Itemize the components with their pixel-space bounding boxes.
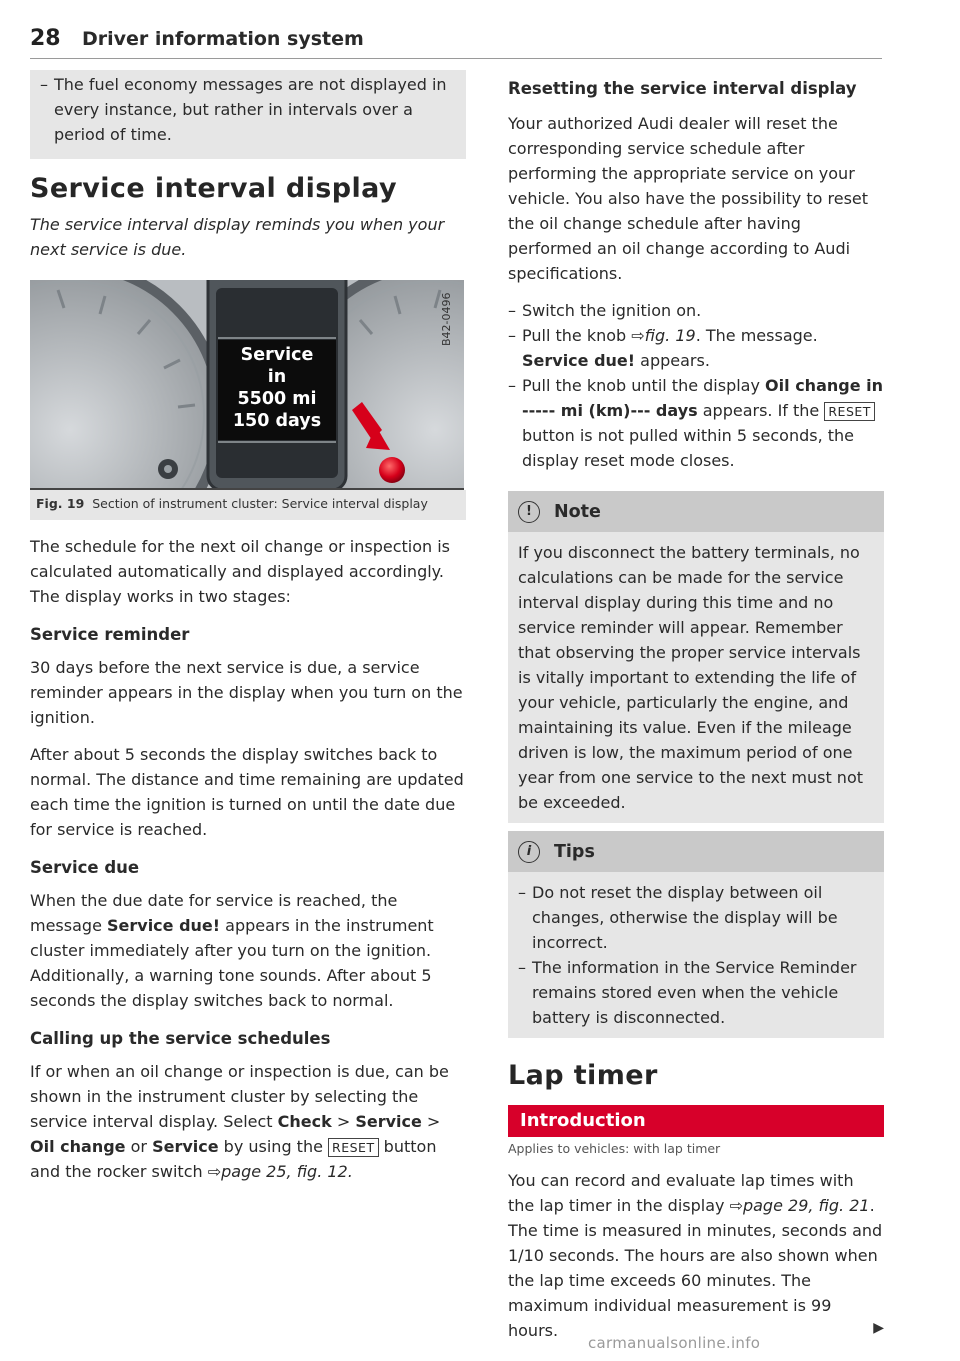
note-title: Note [554, 501, 601, 522]
cluster-display-text [218, 344, 336, 432]
resetting-heading: Resetting the service interval display [508, 79, 857, 98]
note-body [508, 532, 884, 823]
introduction-bar: Introduction [508, 1105, 884, 1137]
reset-button-label-2: RESET [824, 402, 875, 421]
calling-up-paragraph: If or when an oil change or inspection is due, can be shown in the instrument cluster by selecting the service interval display. Select Check > Service > Oil change or Service by using the RESET button and the rocker switch ⇨page 25, fig. 12. [30, 1062, 449, 1181]
service-reminder-paragraph-1: 30 days before the next service is due, a service reminder appears in the display when you turn on the ignition. [30, 658, 463, 727]
note-text: If you disconnect the battery terminals, no calculations can be made for the service interval display during this time and no service reminder will appear. Remember that observing the proper service intervals is vitally important to extending the life of your vehicle, particularly the engine, and maintaining its value. Even if the mileage driven is low, the maximum period of one year from one service to the next must not be exceeded. [518, 543, 864, 812]
service-due-paragraph: When the due date for service is reached, the message Service due! appears in the instrument cluster immediately after you turn on the ignition. Additionally, a warning tone sounds. After about 5 seconds the display switches back to normal. [30, 891, 434, 1010]
menu-service-2: Service [152, 1137, 219, 1156]
page-header [30, 24, 882, 59]
figure-code-wrap [430, 288, 464, 348]
display-line-in: in [267, 367, 287, 387]
display-line-service: Service [240, 345, 314, 365]
tips-box [508, 831, 884, 1038]
tip-1: – Do not reset the display between oil changes, otherwise the display will be incorrect. [518, 883, 838, 952]
figure-code: B42-0496 [440, 292, 453, 346]
fuel-economy-note-text: The fuel economy messages are not displayed in every instance, but rather in intervals over a period of time. [54, 75, 447, 144]
tips-body [508, 872, 884, 1038]
display-line-distance: 5500 mi [237, 389, 317, 409]
left-column [30, 70, 466, 1184]
watermark: carmanualsonline.info [588, 1334, 761, 1352]
right-column [508, 70, 884, 1343]
continue-arrow-icon: ▶ [873, 1320, 884, 1336]
note-header [508, 491, 884, 532]
instrument-cluster-figure [30, 280, 464, 490]
reset-steps [508, 298, 884, 473]
figure-caption-label: Fig. 19 [36, 496, 85, 511]
step-3: – Pull the knob until the display Oil change in ----- mi (km)--- days appears. If the RESET button is not pulled within 5 seconds, the display reset mode closes. [508, 376, 883, 470]
fig-19-reference[interactable]: ⇨fig. 19 [631, 326, 696, 345]
menu-service: Service [355, 1112, 422, 1131]
figure-caption-text: Section of instrument cluster: Service interval display [92, 496, 428, 511]
calling-up-heading: Calling up the service schedules [30, 1029, 331, 1048]
service-reminder-paragraph-2: After about 5 seconds the display switches back to normal. The distance and time remaining are updated each time the ignition is turned on until the date due for service is reached. [30, 745, 464, 839]
lap-timer-heading: Lap timer [508, 1060, 658, 1091]
exclamation-icon: ! [518, 501, 540, 523]
tips-header [508, 831, 884, 872]
applies-to-text: Applies to vehicles: with lap timer [508, 1141, 721, 1156]
fuel-economy-note-box: – The fuel economy messages are not displayed in every instance, but rather in intervals over a period of time. [30, 70, 466, 159]
info-icon: i [518, 841, 540, 863]
note-box [508, 491, 884, 823]
service-interval-heading: Service interval display [30, 173, 397, 204]
step-1: – Switch the ignition on. [508, 301, 702, 320]
service-due-heading: Service due [30, 858, 140, 877]
service-due-message: Service due! [107, 916, 221, 935]
resetting-paragraph: Your authorized Audi dealer will reset the corresponding service schedule after performing the appropriate service on your vehicle. You also have the possibility to reset the oil change schedule after having performed an oil change according to Audi specifications. [508, 114, 869, 283]
reset-button-label: RESET [328, 1138, 379, 1157]
lap-timer-paragraph: You can record and evaluate lap times with the lap timer in the display ⇨page 29, fig. 21. The time is measured in minutes, seconds and 1/10 seconds. The hours are also shown when the lap time exceeds 60 minutes. The maximum individual measurement is 99 hours. ▶ [508, 1171, 884, 1340]
service-interval-subtitle: The service interval display reminds you when your next service is due. [30, 215, 445, 259]
section-title: Driver information system [82, 28, 364, 50]
tips-title: Tips [554, 841, 595, 862]
step-2: – Pull the knob ⇨fig. 19. The message. Service due! appears. [508, 326, 818, 370]
schedule-paragraph: The schedule for the next oil change or inspection is calculated automatically and displayed accordingly. The display works in two stages: [30, 537, 451, 606]
page-25-reference[interactable]: ⇨page 25, fig. 12. [207, 1162, 353, 1181]
tip-2: – The information in the Service Reminder remains stored even when the vehicle battery is disconnected. [518, 958, 857, 1027]
display-line-days: 150 days [232, 411, 322, 431]
service-reminder-heading: Service reminder [30, 625, 190, 644]
menu-oil-change: Oil change [30, 1137, 126, 1156]
page-29-reference[interactable]: ⇨page 29, fig. 21 [729, 1196, 870, 1215]
figure-caption [30, 490, 466, 520]
page-number: 28 [30, 26, 61, 51]
menu-check: Check [277, 1112, 332, 1131]
